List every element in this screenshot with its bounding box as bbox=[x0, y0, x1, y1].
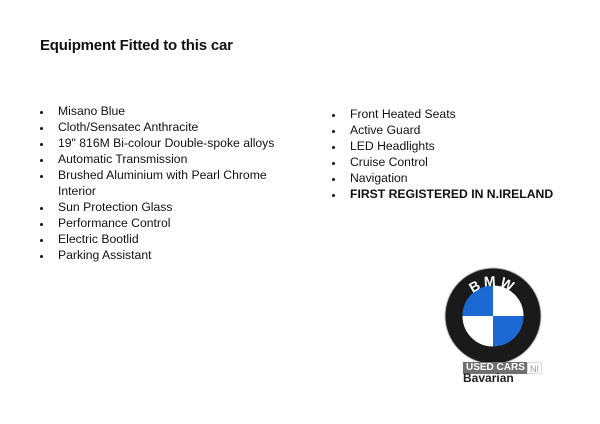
equipment-item: Front Heated Seats bbox=[330, 106, 570, 122]
equipment-item: Performance Control bbox=[38, 215, 288, 231]
equipment-item: Cloth/Sensatec Anthracite bbox=[38, 119, 288, 135]
region-badge: NI bbox=[527, 362, 542, 374]
equipment-item: Sun Protection Glass bbox=[38, 199, 288, 215]
equipment-list-left bbox=[38, 103, 288, 263]
equipment-item: Parking Assistant bbox=[38, 247, 288, 263]
dealer-name: Bavarian bbox=[463, 371, 514, 385]
bmw-roundel-logo bbox=[443, 266, 543, 366]
used-cars-tag: USED CARS bbox=[463, 362, 528, 374]
used-cars-branding bbox=[463, 362, 545, 384]
equipment-item: 19" 816M Bi-colour Double-spoke alloys bbox=[38, 135, 288, 151]
roundel-brand-text: BMW bbox=[466, 272, 520, 296]
equipment-item: Cruise Control bbox=[330, 154, 570, 170]
equipment-list-right bbox=[330, 106, 570, 202]
equipment-item: Navigation bbox=[330, 170, 570, 186]
equipment-item-registration: FIRST REGISTERED IN N.IRELAND bbox=[330, 186, 570, 202]
dealer-logo bbox=[443, 266, 543, 386]
equipment-item: Misano Blue bbox=[38, 103, 288, 119]
equipment-item: Brushed Aluminium with Pearl Chrome Interior bbox=[38, 167, 288, 199]
equipment-item: Active Guard bbox=[330, 122, 570, 138]
equipment-item: LED Headlights bbox=[330, 138, 570, 154]
equipment-item: Automatic Transmission bbox=[38, 151, 288, 167]
equipment-heading: Equipment Fitted to this car bbox=[40, 37, 233, 54]
equipment-item: Electric Bootlid bbox=[38, 231, 288, 247]
